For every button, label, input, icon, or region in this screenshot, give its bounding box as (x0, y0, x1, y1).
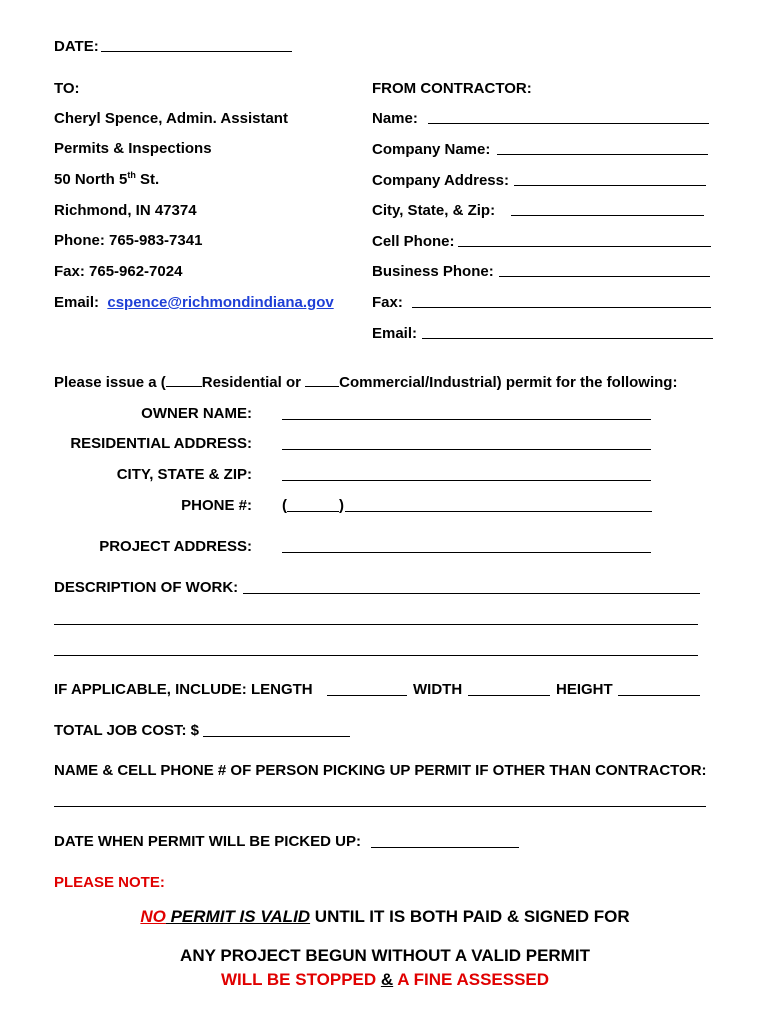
description-field-1[interactable] (243, 593, 700, 594)
company-address-label: Company Address: (372, 172, 509, 189)
description-label: DESCRIPTION OF WORK: (54, 579, 239, 596)
description-field-3[interactable] (54, 655, 698, 656)
note-line-1: NO PERMIT IS VALID UNTIL IT IS BOTH PAID & SIGNED FOR (140, 907, 630, 926)
to-address: 50 North 5th St. (54, 170, 160, 188)
pickup-date-label: DATE WHEN PERMIT WILL BE PICKED UP: (54, 833, 361, 850)
from-heading: FROM CONTRACTOR: (372, 80, 532, 97)
fax-label: Fax: (372, 294, 403, 311)
area-code-field[interactable] (287, 511, 339, 512)
height-field[interactable] (618, 695, 700, 696)
email-label: Email: (372, 325, 418, 342)
business-phone-label: Business Phone: (372, 263, 494, 280)
business-phone-field[interactable] (499, 276, 710, 277)
width-label: WIDTH (413, 681, 463, 698)
total-cost-label: TOTAL JOB COST: $ (54, 722, 200, 739)
owner-phone-field[interactable] (345, 511, 652, 512)
note-heading: PLEASE NOTE: (54, 874, 165, 891)
to-phone: Phone: 765-983-7341 (54, 232, 203, 249)
contractor-name-field[interactable] (428, 123, 709, 124)
to-name: Cheryl Spence, Admin. Assistant (54, 110, 288, 127)
to-city: Richmond, IN 47374 (54, 202, 197, 219)
permit-request: Please issue a ( Residential or Commercial/Industrial) permit for the following: (54, 374, 678, 391)
company-address-field[interactable] (514, 185, 706, 186)
residential-check[interactable] (166, 373, 202, 387)
owner-phone-label: PHONE #: (181, 497, 252, 514)
owner-name-field[interactable] (282, 419, 651, 420)
to-fax: Fax: 765-962-7024 (54, 263, 183, 280)
note-line-2: ANY PROJECT BEGUN WITHOUT A VALID PERMIT (180, 946, 590, 965)
residential-address-label: RESIDENTIAL ADDRESS: (70, 435, 252, 452)
contractor-name-label: Name: (372, 110, 418, 127)
pickup-person-field[interactable] (54, 806, 706, 807)
height-label: HEIGHT (556, 681, 613, 698)
pickup-date-field[interactable] (371, 847, 519, 848)
fax-field[interactable] (412, 307, 711, 308)
project-address-field[interactable] (282, 552, 651, 553)
total-cost-field[interactable] (203, 736, 350, 737)
commercial-check[interactable] (305, 373, 339, 387)
length-field[interactable] (327, 695, 407, 696)
cell-phone-field[interactable] (458, 246, 711, 247)
note-line-3: WILL BE STOPPED & A FINE ASSESSED (220, 970, 550, 989)
email-field[interactable] (422, 338, 713, 339)
description-field-2[interactable] (54, 624, 698, 625)
city-state-zip-label: City, State, & Zip: (372, 202, 496, 219)
company-name-label: Company Name: (372, 141, 491, 158)
email-link[interactable]: cspence@richmondindiana.gov (107, 294, 334, 311)
to-email: Email: cspence@richmondindiana.gov (54, 294, 334, 311)
dimensions-label: IF APPLICABLE, INCLUDE: LENGTH (54, 681, 313, 698)
owner-city-state-zip-field[interactable] (282, 480, 651, 481)
width-field[interactable] (468, 695, 550, 696)
city-state-zip-field[interactable] (511, 215, 704, 216)
date-label: DATE: (54, 38, 99, 55)
owner-city-state-zip-label: CITY, STATE & ZIP: (116, 466, 252, 483)
residential-address-field[interactable] (282, 449, 651, 450)
cell-phone-label: Cell Phone: (372, 233, 455, 250)
to-heading: TO: (54, 80, 80, 97)
company-name-field[interactable] (497, 154, 708, 155)
project-address-label: PROJECT ADDRESS: (99, 538, 252, 555)
pickup-person-label: NAME & CELL PHONE # OF PERSON PICKING UP PERMIT IF OTHER THAN CONTRACTOR: (54, 762, 707, 779)
date-field[interactable] (101, 51, 292, 52)
owner-name-label: OWNER NAME: (141, 405, 252, 422)
area-code-close: ) (339, 497, 344, 514)
area-code-open: ( (282, 497, 287, 514)
to-department: Permits & Inspections (54, 140, 212, 157)
